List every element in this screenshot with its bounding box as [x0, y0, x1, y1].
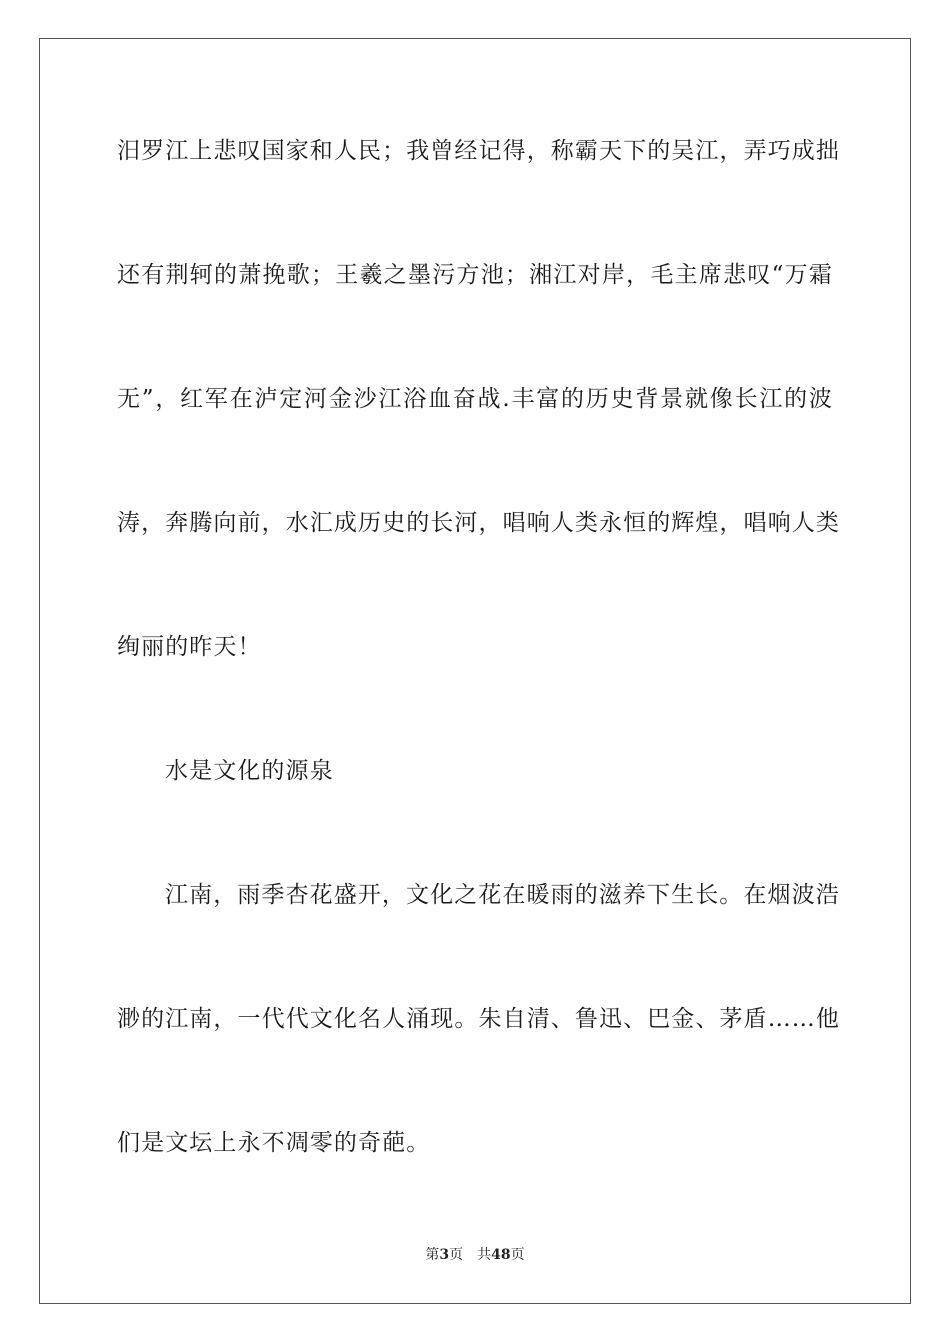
body-line-8: 们是文坛上永不凋零的奇葩。: [117, 1130, 431, 1156]
body-line-7: 渺的江南，一代代文化名人涌现。朱自清、鲁迅、巴金、茅盾……他: [117, 1006, 840, 1032]
footer-middle: 页 共: [449, 1247, 492, 1263]
body-line-3: 无”，红军在泸定河金沙江浴血奋战.丰富的历史背景就像长江的波: [117, 386, 833, 412]
footer-current-page: 3: [439, 1247, 450, 1263]
footer-total-pages: 48: [491, 1247, 511, 1263]
footer-prefix: 第: [425, 1247, 440, 1263]
footer-suffix: 页: [510, 1247, 525, 1263]
page-footer: [0, 1246, 950, 1264]
body-line-6: 江南，雨季杏花盛开，文化之花在暖雨的滋养下生长。在烟波浩: [165, 882, 840, 908]
body-line-4: 涛，奔腾向前，水汇成历史的长河，唱响人类永恒的辉煌，唱响人类: [117, 510, 840, 536]
page-frame: [39, 38, 911, 1304]
body-line-1: 汨罗江上悲叹国家和人民；我曾经记得，称霸天下的吴江，弄巧成拙: [117, 138, 840, 164]
body-line-5: 绚丽的昨天！: [117, 634, 262, 660]
body-line-2: 还有荆轲的萧挽歌；王羲之墨污方池；湘江对岸，毛主席悲叹“万霜: [117, 262, 833, 288]
section-heading: 水是文化的源泉: [165, 758, 334, 784]
